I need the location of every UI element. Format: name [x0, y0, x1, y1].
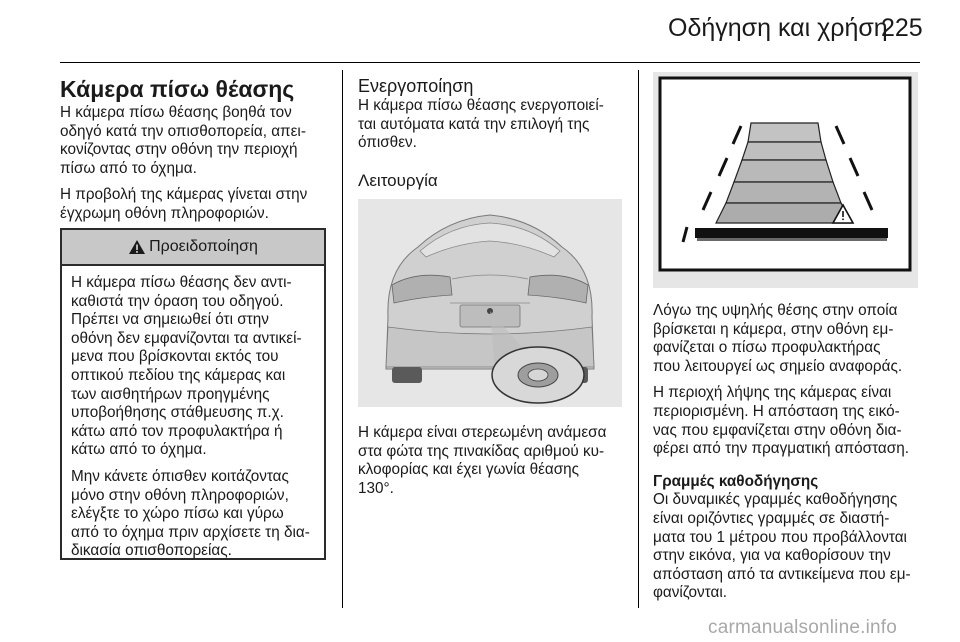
warning-paragraph-1 — [71, 274, 315, 460]
text-line: στην εικόνα, για να καθορίσουν την — [653, 547, 891, 565]
text-line: όπισθεν. — [358, 134, 417, 152]
text-line: Η κάμερα πίσω θέασης βοηθά τον — [60, 104, 292, 121]
text-line: έγχρωμη οθόνη πληροφοριών. — [60, 204, 269, 222]
text-line: απόσταση από τα αντικείμενα που εμ- — [653, 565, 911, 583]
section-title-rear-camera: Κάμερα πίσω θέασης — [60, 76, 295, 102]
text-line: δικασία οπισθοπορείας. — [71, 542, 232, 560]
text-line: φέρει από την πραγματική απόσταση. — [653, 440, 909, 458]
warning-triangle-icon — [128, 239, 146, 255]
text-line: από το όχημα πριν αρχίσετε τη δια- — [71, 523, 310, 541]
text-line: οθόνη δεν εμφανίζονται τα αντικεί- — [71, 329, 302, 347]
text-line: κάτω από το όχημα. — [71, 441, 207, 459]
text-line: κονίζοντας στην οθόνη την περιοχή — [60, 141, 298, 159]
section-title-operation: Λειτουργία — [358, 170, 438, 190]
bumper-paragraph — [653, 302, 923, 376]
text-line: φανίζεται ο πίσω προφυλακτήρας — [653, 339, 881, 357]
section-title-activation: Ενεργοποίηση — [358, 76, 474, 96]
text-line: κάτω από τον προφυλακτήρα ή — [71, 422, 283, 440]
text-line: Η προβολή της κάμερας γίνεται στην — [60, 186, 308, 204]
column-divider-2 — [638, 70, 639, 608]
column-2 — [358, 76, 630, 191]
text-line: είναι οριζόντιες γραμμές σε διαστή- — [653, 509, 890, 527]
text-line: ται αυτόματα κατά την επιλογή της — [358, 115, 590, 133]
text-line: Λόγω της υψηλής θέσης στην οποία — [653, 302, 898, 319]
text-line: περιορισμένη. Η απόσταση της εικό- — [653, 402, 900, 420]
text-line: οπτικού πεδίου της κάμερας και — [71, 366, 286, 384]
guidelines-heading: Γραμμές καθοδήγησης — [653, 472, 819, 490]
text-line: Η κάμερα είναι στερεωμένη ανάμεσα — [358, 424, 607, 441]
rear-camera-display-illustration — [653, 72, 918, 288]
text-line: Η περιοχή λήψης της κάμερας είναι — [653, 384, 892, 402]
text-line: Η κάμερα πίσω θέασης ενεργοποιεί- — [358, 97, 604, 114]
camera-description — [358, 424, 630, 498]
text-line: Μην κάνετε όπισθεν κοιτάζοντας — [71, 467, 289, 485]
text-line: πίσω από το όχημα. — [60, 159, 197, 177]
column-3 — [653, 302, 923, 603]
guidelines-paragraph — [653, 491, 923, 603]
text-line: υποβοήθησης στάθμευσης π.χ. — [71, 404, 284, 422]
text-line: 130°. — [358, 479, 394, 497]
text-line: που λειτουργεί ως σημείο αναφοράς. — [653, 357, 903, 375]
text-line: κλοφορίας και έχει γωνία θέασης — [358, 461, 580, 479]
warning-title: Προειδοποίηση — [149, 238, 258, 255]
text-line: βρίσκεται η κάμερα, στην οθόνη εμ- — [653, 320, 894, 338]
text-line: μόνο στην οθόνη πληροφοριών, — [71, 486, 289, 504]
text-line: Οι δυναμικές γραμμές καθοδήγησης — [653, 491, 898, 509]
text-line: ματα του 1 μέτρου που προβάλλονται — [653, 528, 907, 546]
page-number: 225 — [881, 14, 923, 42]
camera-paragraph — [358, 424, 630, 498]
watermark: carmanualsonline.info — [708, 617, 898, 638]
text-line: φανίζονται. — [653, 584, 728, 602]
text-line: νας που εμφανίζεται στην οθόνη δια- — [653, 421, 902, 439]
warning-body — [62, 266, 324, 561]
text-line: Πρέπει να σημειωθεί ότι στην — [71, 311, 269, 329]
range-paragraph — [653, 384, 923, 458]
car-rear-illustration — [358, 199, 622, 407]
header-rule — [60, 62, 920, 63]
intro-paragraph — [60, 104, 330, 178]
warning-box — [60, 228, 326, 560]
column-1 — [60, 76, 330, 224]
text-line: ελέγξτε το χώρο πίσω και γύρω — [71, 505, 284, 523]
column-divider-1 — [342, 70, 343, 608]
activation-paragraph — [358, 97, 630, 153]
text-line: οδηγό κατά την οπισθοπορεία, απει- — [60, 122, 306, 140]
text-line: καθιστά την όραση του οδηγού. — [71, 292, 284, 310]
text-line: στα φώτα της πινακίδας αριθμού κυ- — [358, 442, 605, 460]
text-line: των αισθητήρων προηγμένης — [71, 385, 270, 403]
warning-header — [62, 230, 324, 266]
display-paragraph — [60, 186, 330, 223]
text-line: μενα που βρίσκονται εκτός του — [71, 348, 279, 366]
header-title: Οδήγηση και χρήση — [668, 14, 888, 42]
text-line: Η κάμερα πίσω θέασης δεν αντι- — [71, 274, 292, 291]
warning-paragraph-2 — [71, 468, 315, 561]
